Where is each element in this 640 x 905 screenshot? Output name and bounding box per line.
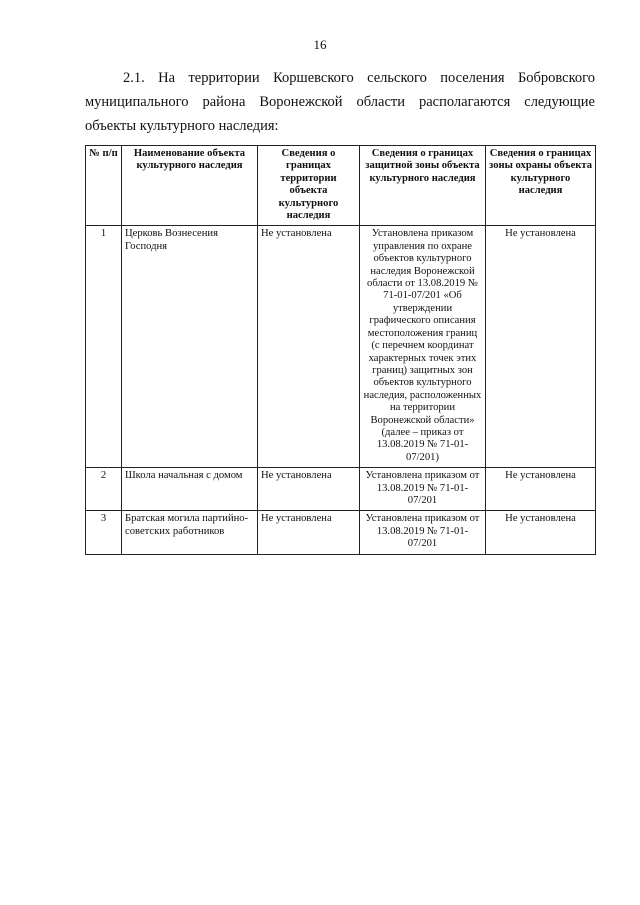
cell-name: Братская могила партийно-советских работников (122, 511, 258, 554)
heritage-table (85, 145, 596, 555)
table-row (86, 511, 596, 554)
cell-name: Школа начальная с домом (122, 468, 258, 511)
cell-protective-zone: Установлена приказом от 13.08.2019 № 71-01-07/201 (360, 511, 486, 554)
cell-number: 1 (86, 226, 122, 468)
table-header-row (86, 146, 596, 226)
cell-territory: Не установлена (258, 226, 360, 468)
cell-territory: Не установлена (258, 468, 360, 511)
cell-security-zone: Не установлена (486, 511, 596, 554)
cell-security-zone: Не установлена (486, 226, 596, 468)
header-number: № п/п (86, 146, 122, 226)
header-name: Наименование объекта культурного наследия (122, 146, 258, 226)
table-row (86, 226, 596, 468)
intro-paragraph: 2.1. На территории Коршевского сельского поселения Бобровского муниципального района Воронежской области располагаются следующие объекты культурного наследия: (85, 70, 595, 134)
header-security-zone: Сведения о границах зоны охраны объекта культурного наследия (486, 146, 596, 226)
cell-security-zone: Не установлена (486, 468, 596, 511)
cell-number: 2 (86, 468, 122, 511)
cell-protective-zone: Установлена приказом управления по охране объектов культурного наследия Воронежской области от 13.08.2019 № 71-01-07/201 «Об утверждении графического описания местоположения границ (с перечнем координат характерных точек этих границ) защитных зон объектов культурного наследия, расположенных на территории Воронежской области» (далее – приказ от 13.08.2019 № 71-01-07/201) (360, 226, 486, 468)
cell-protective-zone: Установлена приказом от 13.08.2019 № 71-01-07/201 (360, 468, 486, 511)
page-number: 16 (313, 37, 327, 52)
cell-number: 3 (86, 511, 122, 554)
header-protective-zone: Сведения о границах защитной зоны объекта культурного наследия (360, 146, 486, 226)
table-row (86, 468, 596, 511)
cell-territory: Не установлена (258, 511, 360, 554)
cell-name: Церковь Вознесения Господня (122, 226, 258, 468)
header-territory: Сведения о границах территории объекта культурного наследия (258, 146, 360, 226)
